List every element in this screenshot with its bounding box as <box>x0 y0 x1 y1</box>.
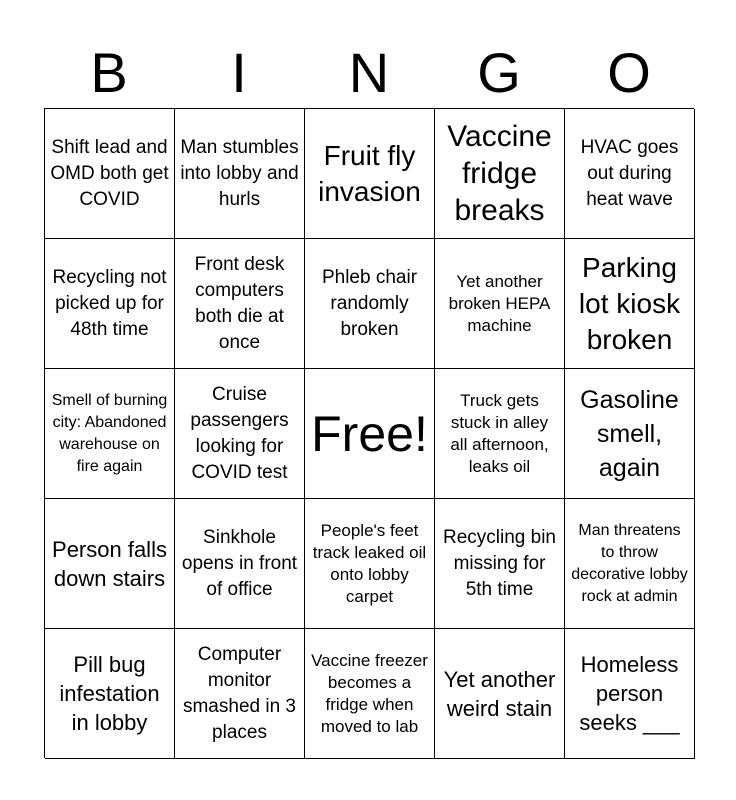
cell-text: Vaccine fridge breaks <box>447 120 552 227</box>
bingo-header <box>44 40 694 106</box>
cell-text: Homeless person seeks ___ <box>579 652 680 735</box>
cell-text: Fruit fly invasion <box>318 139 421 207</box>
cell-text: Yet another weird stain <box>443 666 556 721</box>
cell-text: Recycling bin missing for 5th time <box>443 526 556 600</box>
header-letter-i: I <box>231 41 247 104</box>
bingo-cell[interactable] <box>45 629 175 759</box>
cell-text: HVAC goes out during heat wave <box>580 136 679 210</box>
bingo-cell[interactable] <box>435 499 565 629</box>
free-space-label: Free! <box>311 405 428 462</box>
bingo-cell[interactable] <box>305 239 435 369</box>
bingo-grid <box>44 108 694 758</box>
cell-text: Man threatens to throw decorative lobby rock at admin <box>571 521 688 605</box>
bingo-cell[interactable] <box>435 629 565 759</box>
cell-text: Sinkhole opens in front of office <box>181 526 298 600</box>
bingo-cell[interactable] <box>45 109 175 239</box>
cell-text: Pill bug infestation in lobby <box>59 652 160 735</box>
cell-text: Front desk computers both die at once <box>194 253 285 353</box>
cell-text: Cruise passengers looking for COVID test <box>190 383 289 483</box>
header-letter-o: O <box>607 41 651 104</box>
cell-text: People's feet track leaked oil onto lobby carpet <box>312 520 427 606</box>
bingo-cell[interactable] <box>565 239 695 369</box>
bingo-cell[interactable] <box>305 499 435 629</box>
cell-text: Truck gets stuck in alley all afternoon, leaks oil <box>450 390 549 476</box>
bingo-cell[interactable] <box>305 629 435 759</box>
cell-text: Vaccine freezer becomes a fridge when moved to lab <box>311 650 428 736</box>
bingo-cell[interactable] <box>565 109 695 239</box>
bingo-cell[interactable] <box>175 499 305 629</box>
cell-text: Shift lead and OMD both get COVID <box>50 136 169 210</box>
bingo-cell[interactable] <box>175 369 305 499</box>
header-letter-b: B <box>90 41 128 104</box>
bingo-cell[interactable] <box>175 239 305 369</box>
cell-text: Person falls down stairs <box>52 536 167 591</box>
header-letter-g: G <box>477 41 521 104</box>
cell-text: Recycling not picked up for 48th time <box>52 266 167 340</box>
bingo-cell[interactable] <box>305 109 435 239</box>
bingo-cell[interactable] <box>45 499 175 629</box>
cell-text: Computer monitor smashed in 3 places <box>182 643 296 743</box>
bingo-cell[interactable] <box>45 369 175 499</box>
bingo-cell[interactable] <box>565 629 695 759</box>
bingo-cell[interactable] <box>175 629 305 759</box>
header-letter-n: N <box>348 41 390 104</box>
cell-text: Man stumbles into lobby and hurls <box>180 136 299 210</box>
cell-text: Gasoline smell, again <box>580 385 679 482</box>
cell-text: Phleb chair randomly broken <box>321 266 418 340</box>
cell-text: Yet another broken HEPA machine <box>448 271 551 335</box>
cell-text: Smell of burning city: Abandoned warehouse on fire again <box>51 391 168 475</box>
bingo-cell[interactable] <box>435 369 565 499</box>
bingo-cell[interactable] <box>565 369 695 499</box>
cell-text: Parking lot kiosk broken <box>578 251 681 355</box>
bingo-cell[interactable] <box>175 109 305 239</box>
bingo-cell[interactable] <box>45 239 175 369</box>
bingo-cell[interactable] <box>435 239 565 369</box>
free-space[interactable] <box>305 369 435 499</box>
bingo-cell[interactable] <box>435 109 565 239</box>
bingo-cell[interactable] <box>565 499 695 629</box>
